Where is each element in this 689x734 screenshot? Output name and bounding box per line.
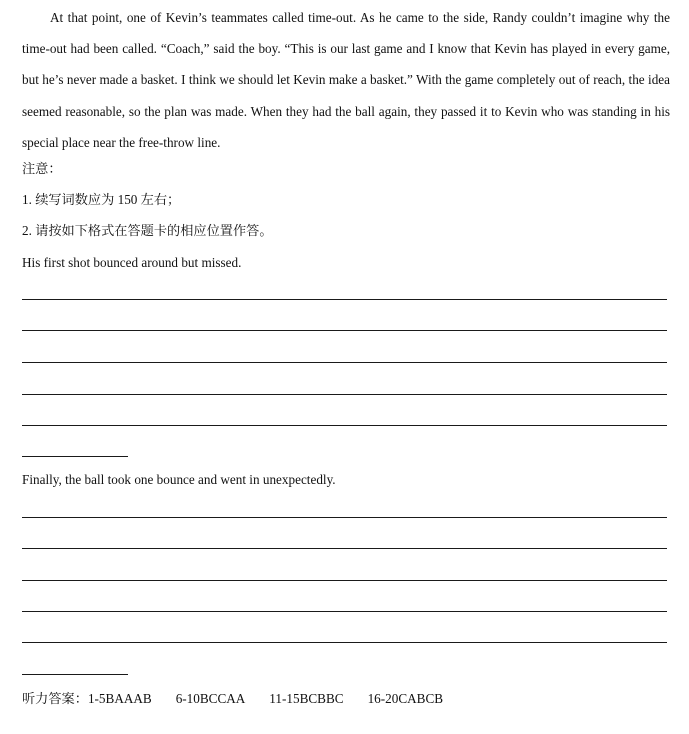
- answer-line: [22, 642, 667, 643]
- answer-line: [22, 548, 667, 549]
- section2-opening-sentence: Finally, the ball took one bounce and went in unexpectedly.: [22, 472, 336, 487]
- answer-group: 1-5BAAAB: [87, 691, 152, 706]
- answer-line: [22, 362, 667, 363]
- note-item-2: 2. 请按如下格式在答题卡的相应位置作答。: [22, 223, 273, 238]
- note-item-1: 1. 续写词数应为 150 左右；: [22, 192, 181, 207]
- answer-line: [22, 299, 667, 300]
- notes-heading: 注意：: [22, 161, 62, 176]
- answer-line: [22, 580, 667, 581]
- listening-answers: [22, 690, 467, 708]
- answer-line: [22, 517, 667, 518]
- answer-line-short: [22, 456, 128, 457]
- answer-group: 16-20CABCB: [367, 691, 444, 706]
- answer-line: [22, 611, 667, 612]
- story-passage: At that point, one of Kevin’s teammates called time-out. As he came to the side, Randy couldn’t imagine why the time-out had been called. “Coach,” said the boy. “This is our last game and I know that Kevin has played in every game, but he’s never made a basket. I think we should let Kevin make a basket.” With the game completely out of reach, the idea seemed reasonable, so the plan was made. When they had the ball again, they passed it to Kevin who was standing in his special place near the free-throw line.: [22, 10, 670, 150]
- answer-line: [22, 330, 667, 331]
- answer-line-short: [22, 674, 128, 675]
- section1-opening-sentence: His first shot bounced around but missed.: [22, 255, 242, 270]
- answer-line: [22, 394, 667, 395]
- answer-line: [22, 425, 667, 426]
- answers-label: 听力答案：: [22, 691, 88, 706]
- answer-group: 11-15BCBBC: [269, 691, 344, 706]
- answer-group: 6-10BCCAA: [175, 691, 246, 706]
